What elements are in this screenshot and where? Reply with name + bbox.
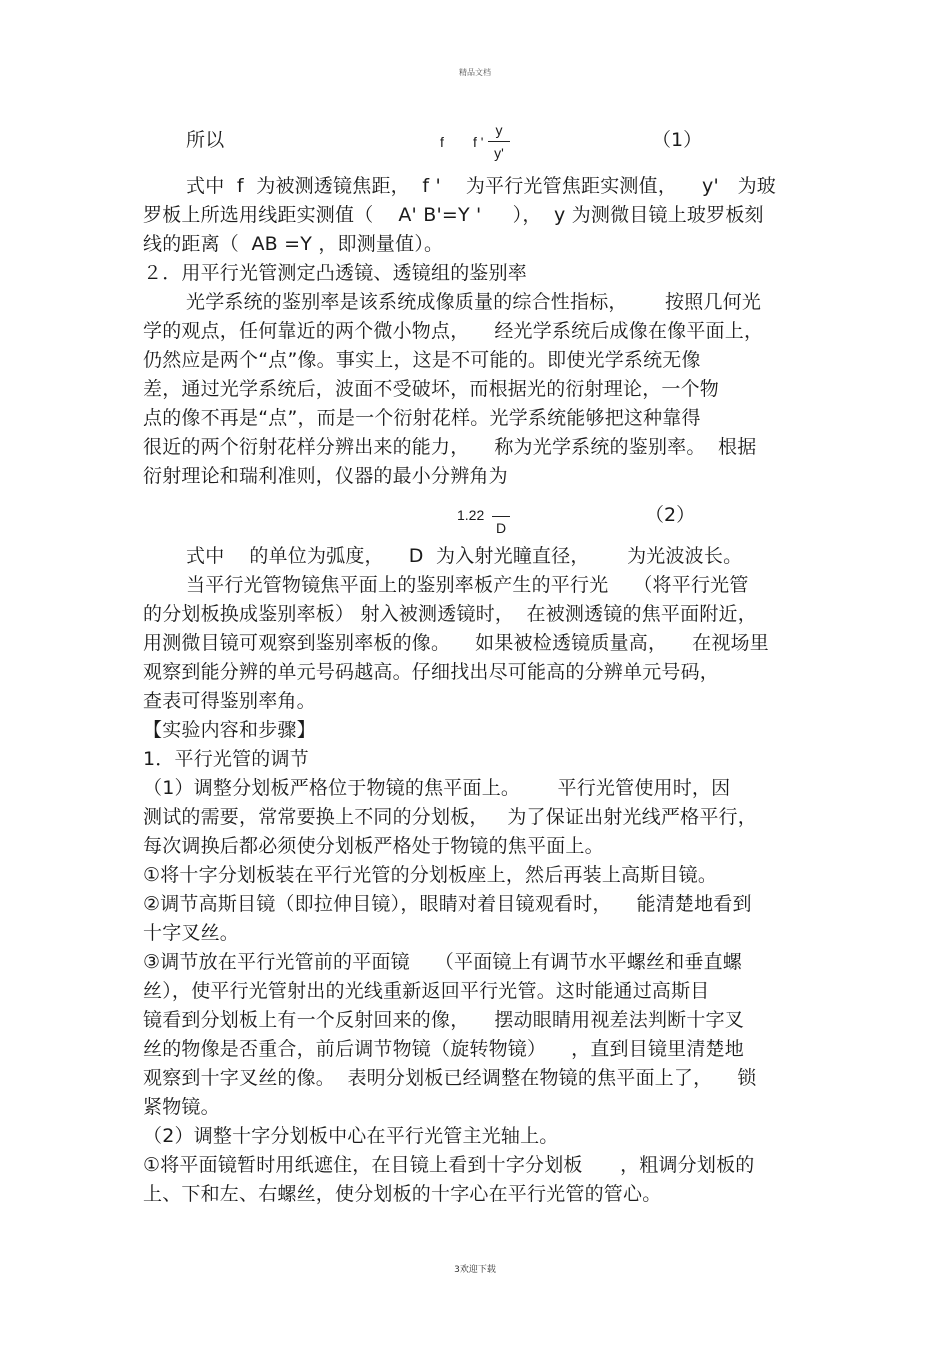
text-line: 当平行光管物镜焦平面上的鉴别率板产生的平行光 （将平行光管 <box>186 574 749 596</box>
subsection-heading: 1．平行光管的调节 <box>143 748 309 770</box>
text-line: 式中 f 为被测透镜焦距， f ' 为平行光管焦距实测值， y' 为玻 <box>186 175 776 197</box>
text-line: 点的像不再是“点”，而是一个衍射花样。光学系统能够把这种靠得 <box>143 407 701 429</box>
text-line: 的分划板换成鉴别率板） 射入被测透镜时， 在被测透镜的焦平面附近， <box>143 603 757 625</box>
text-line: 观察到能分辨的单元号码越高。仔细找出尽可能高的分辨单元号码， <box>143 661 720 683</box>
text-line: 丝），使平行光管射出的光线重新返回平行光管。这时能通过高斯目 <box>143 980 710 1002</box>
text-line: 衍射理论和瑞利准则，仪器的最小分辨角为 <box>143 465 508 487</box>
text-line: 差，通过光学系统后，波面不受破坏，而根据光的衍射理论，一个物 <box>143 378 720 400</box>
eq2-fraction-bar <box>492 516 510 517</box>
eq1-numerator: y <box>495 122 503 138</box>
text-line: 观察到十字叉丝的像。 表明分划板已经调整在物镜的焦平面上了， 锁 <box>143 1067 757 1089</box>
eq1-f: f <box>440 134 444 150</box>
text-line: 丝的物像是否重合，前后调节物镜（旋转物镜） ，直到目镜里清楚地 <box>143 1038 744 1060</box>
text-line: 线的距离（ AB =Y ，即测量值）。 <box>143 233 444 255</box>
eq2-denominator: D <box>495 520 507 536</box>
text-line: 紧物镜。 <box>143 1096 220 1118</box>
text-line: （1）调整分划板严格位于物镜的焦平面上。 平行光管使用时，因 <box>143 777 731 799</box>
text-line: 查表可得鉴别率角。 <box>143 690 316 712</box>
text-line: 式中 的单位为弧度， D 为入射光瞳直径， 为光波波长。 <box>186 545 743 567</box>
eq1-fprime: f ' <box>473 134 484 150</box>
text-line: 罗板上所选用线距实测值（ A' B'=Y ' ）， y 为测微目镜上玻罗板刻 <box>143 204 764 226</box>
section-heading: ２．用平行光管测定凸透镜、透镜组的鉴别率 <box>143 262 528 284</box>
text-line: 学的观点，任何靠近的两个微小物点， 经光学系统后成像在像平面上， <box>143 320 764 342</box>
text-line: 每次调换后都必须使分划板严格处于物镜的焦平面上。 <box>143 835 604 857</box>
text-line: 镜看到分划板上有一个反射回来的像， 摆动眼睛用视差法判断十字叉 <box>143 1009 744 1031</box>
text-line: ①将十字分划板装在平行光管的分划板座上，然后再装上高斯目镜。 <box>143 864 718 886</box>
text-line: 上、下和左、右螺丝，使分划板的十字心在平行光管的管心。 <box>143 1183 662 1205</box>
text-line: ②调节高斯目镜（即拉伸目镜），眼睛对着目镜观看时， 能清楚地看到 <box>143 893 752 915</box>
text-line: ①将平面镜暂时用纸遮住，在目镜上看到十字分划板 ，粗调分划板的 <box>143 1154 755 1176</box>
section-heading: 【实验内容和步骤】 <box>143 719 316 741</box>
page-header: 精品文档 <box>459 68 491 77</box>
page-footer: 3欢迎下载 <box>454 1265 496 1275</box>
text-line: ③调节放在平行光管前的平面镜 （平面镜上有调节水平螺丝和垂直螺 <box>143 951 742 973</box>
text-line: 十字叉丝。 <box>143 922 240 944</box>
eq1-lead: 所以 <box>186 129 225 151</box>
text-line: 光学系统的鉴别率是该系统成像质量的综合性指标， 按照几何光 <box>186 291 762 313</box>
text-line: 仍然应是两个“点”像。事实上，这是不可能的。即使光学系统无像 <box>143 349 701 371</box>
eq1-denominator: y' <box>494 145 504 161</box>
text-line: （2）调整十字分划板中心在平行光管主光轴上。 <box>143 1125 559 1147</box>
eq2-coefficient: 1.22 <box>457 507 485 523</box>
eq2-number: （2） <box>645 504 696 526</box>
text-line: 用测微目镜可观察到鉴别率板的像。 如果被检透镜质量高， 在视场里 <box>143 632 769 654</box>
text-line: 测试的需要，常常要换上不同的分划板， 为了保证出射光线严格平行， <box>143 806 757 828</box>
eq1-number: （1） <box>652 129 703 151</box>
eq1-fraction-bar <box>488 141 510 142</box>
text-line: 很近的两个衍射花样分辨出来的能力， 称为光学系统的鉴别率。 根据 <box>143 436 757 458</box>
